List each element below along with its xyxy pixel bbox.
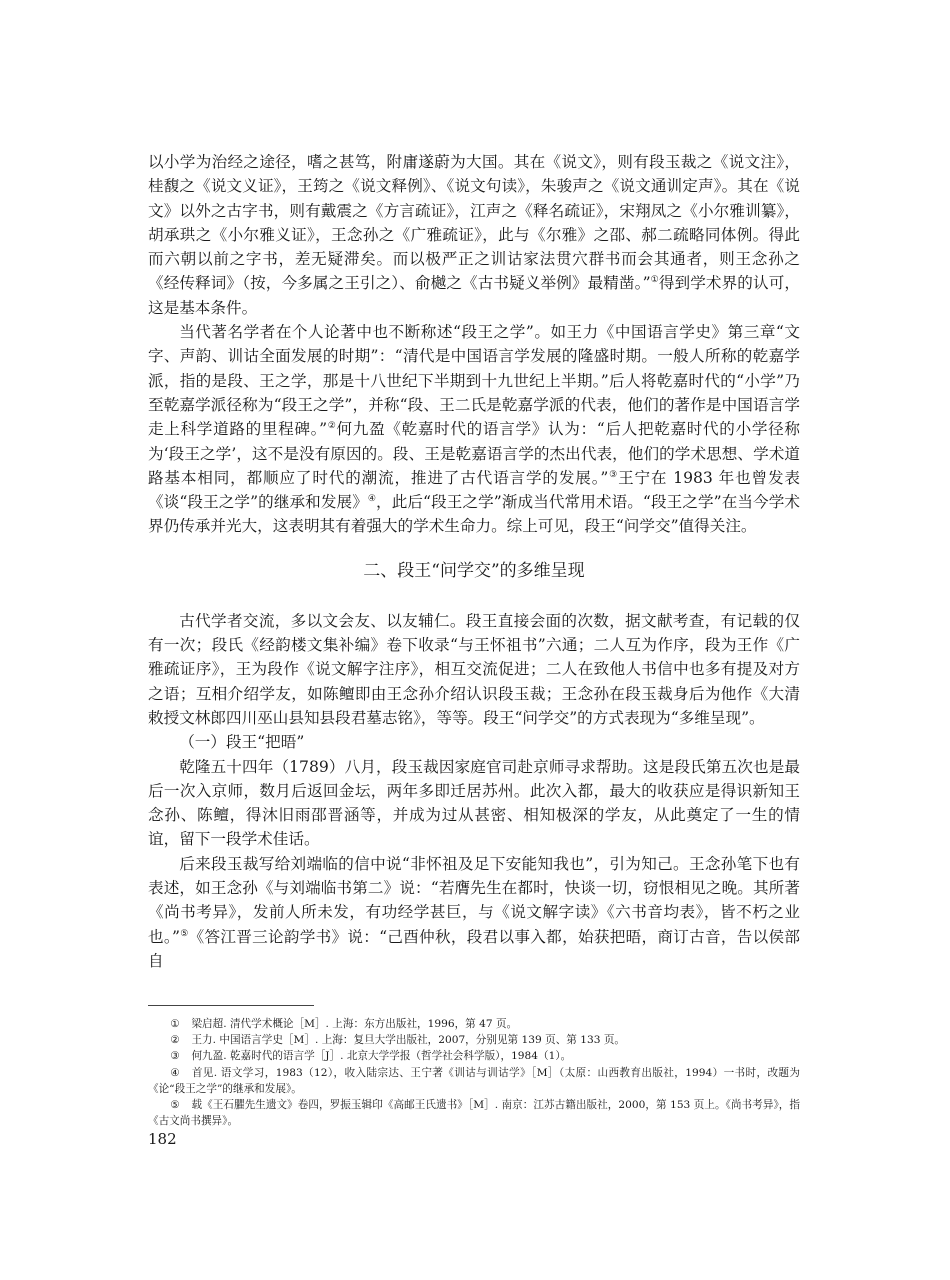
footnote-2: ② 王力. 中国语言学史［M］. 上海：复旦大学出版社，2007，分别见第 139 页、第 133 页。 <box>170 1034 626 1047</box>
footnote-1: ① 梁启超. 清代学术概论［M］. 上海：东方出版社，1996，第 47 页。 <box>170 1018 518 1030</box>
paragraph-continuation: 以小学为治经之途径，嗜之甚笃，附庸遂蔚为大国。其在《说文》，则有段玉裁之《说文注》，桂馥之《说文义证》，王筠之《说文释例》、《说文句读》，朱骏声之《说文通训定声》。其在《说文》以外之古字书，则有戴震之《方言疏证》，江声之《释名疏证》，宋翔凤之《小尔雅训纂》，胡承珙之《小尔雅义证》，王念孙之《广雅疏证》，此与《尔雅》之邵、郝二疏略同体例。得此而六朝以前之字书，差无疑滞矣。而以极严正之训诂家法贯穴群书而会其通者，则王念孙之《经传释词》（按，今多属之王引之）、俞樾之《古书疑义举例》最精凿。”①得到学术界的认可，这是基本条件。 <box>148 153 800 317</box>
footnote-divider <box>148 1005 314 1006</box>
paragraph-qianlong: 乾隆五十四年（1789）八月，段玉裁因家庭官司赴京师寻求帮助。这是段氏第五次也是最后一次入京师，数月后返回金坛，两年多即迁居苏州。此次入都，最大的收获应是得识新知王念孙、陈鳣，得沐旧雨邵晋涵等，并成为过从甚密、相知极深的学友，从此奠定了一生的情谊，留下一段学术佳话。 <box>148 757 800 849</box>
footnote-5: ⑤ 载《王石臞先生遗文》卷四，罗振玉辑印《高邮王氏遗书》［M］. 南京：江苏古籍出版社，2000，第 153 页上。《尚书考异》，指《古文尚书撰异》。 <box>148 1099 800 1128</box>
body-text <box>148 150 800 973</box>
paragraph-duanwang-term: 当代著名学者在个人论著中也不断称述“段王之学”。如王力《中国语言学史》第三章“文字、声韵、训诂全面发展的时期”：“清代是中国语言学发展的隆盛时期。一般人所称的乾嘉学派，指的是段、王之学，那是十八世纪下半期到十九世纪上半期。”后人将乾嘉时代的“小学”乃至乾嘉学派径称为“段王之学”，并称“段、王二氏是乾嘉学派的代表，他们的著作是中国语言学走上科学道路的里程碑。”②何九盈《乾嘉时代的语言学》认为：“后人把乾嘉时代的小学径称为‘段王之学’，这不是没有原因的。段、王是乾嘉语言学的杰出代表，他们的学术思想、学术道路基本相同，都顺应了时代的潮流，推进了古代语言学的发展。”③王宁在 1983 年也曾发表《谈“段王之学”的继承和发展》④，此后“段王之学”渐成当代常用术语。“段王之学”在当今学术界仍传承并光大，这表明其有着强大的学术生命力。综上可见，段王“问学交”值得关注。 <box>148 323 801 536</box>
paragraph-exchange-forms: 古代学者交流，多以文会友、以友辅仁。段王直接会面的次数，据文献考查，有记载的仅有一次；段氏《经韵楼文集补编》卷下收录“与王怀祖书”六通；二人互为作序，段为王作《广雅疏证序》，王为段作《说文解字注序》，相互交流促进；二人在致他人书信中也多有提及对方之语；互相介绍学友，如陈鳣即由王念孙介绍认识段玉裁；王念孙在段玉裁身后为他作《大清敕授文林郎四川巫山县知县段君墓志铭》，等等。段王“问学交”的方式表现为“多维呈现”。 <box>148 611 800 727</box>
footnote-4: ④ 首见. 语文学习，1983（12），收入陆宗达、王宁著《训诂与训诂学》［M］（太原：山西教育出版社，1994）一书时，改题为《论“段王之学”的继承和发展》。 <box>148 1066 800 1095</box>
footnote-ref-3[interactable]: ③ <box>608 469 619 480</box>
footnote-3: ③ 何九盈. 乾嘉时代的语言学［J］. 北京大学学报（哲学社会科学版），1984（1）。 <box>170 1050 572 1063</box>
footnotes <box>148 1016 800 1129</box>
subsection-heading: （一）段王“把晤” <box>179 733 305 752</box>
footnote-ref-2[interactable]: ② <box>327 421 337 432</box>
page-number: 182 <box>148 1130 177 1148</box>
footnote-ref-4[interactable]: ④ <box>367 494 377 505</box>
section-heading: 二、段王“问学交”的多维呈现 <box>363 560 585 581</box>
footnote-ref-5[interactable]: ⑤ <box>179 928 189 939</box>
paragraph-letters: 后来段玉裁写给刘端临的信中说“非怀祖及足下安能知我也”，引为知己。王念孙笔下也有表述，如王念孙《与刘端临书第二》说：“若膺先生在都时，快谈一切，窃恨相见之晚。其所著《尚书考异》，发前人所未发，有功经学甚巨，与《说文解字读》《六书音均表》，皆不朽之业也。”⑤《答江晋三论韵学书》说：“己酉仲秋，段君以事入都，始获把晤，商订古音，告以侯部自 <box>148 854 800 970</box>
footnote-ref-1[interactable]: ① <box>650 275 659 286</box>
